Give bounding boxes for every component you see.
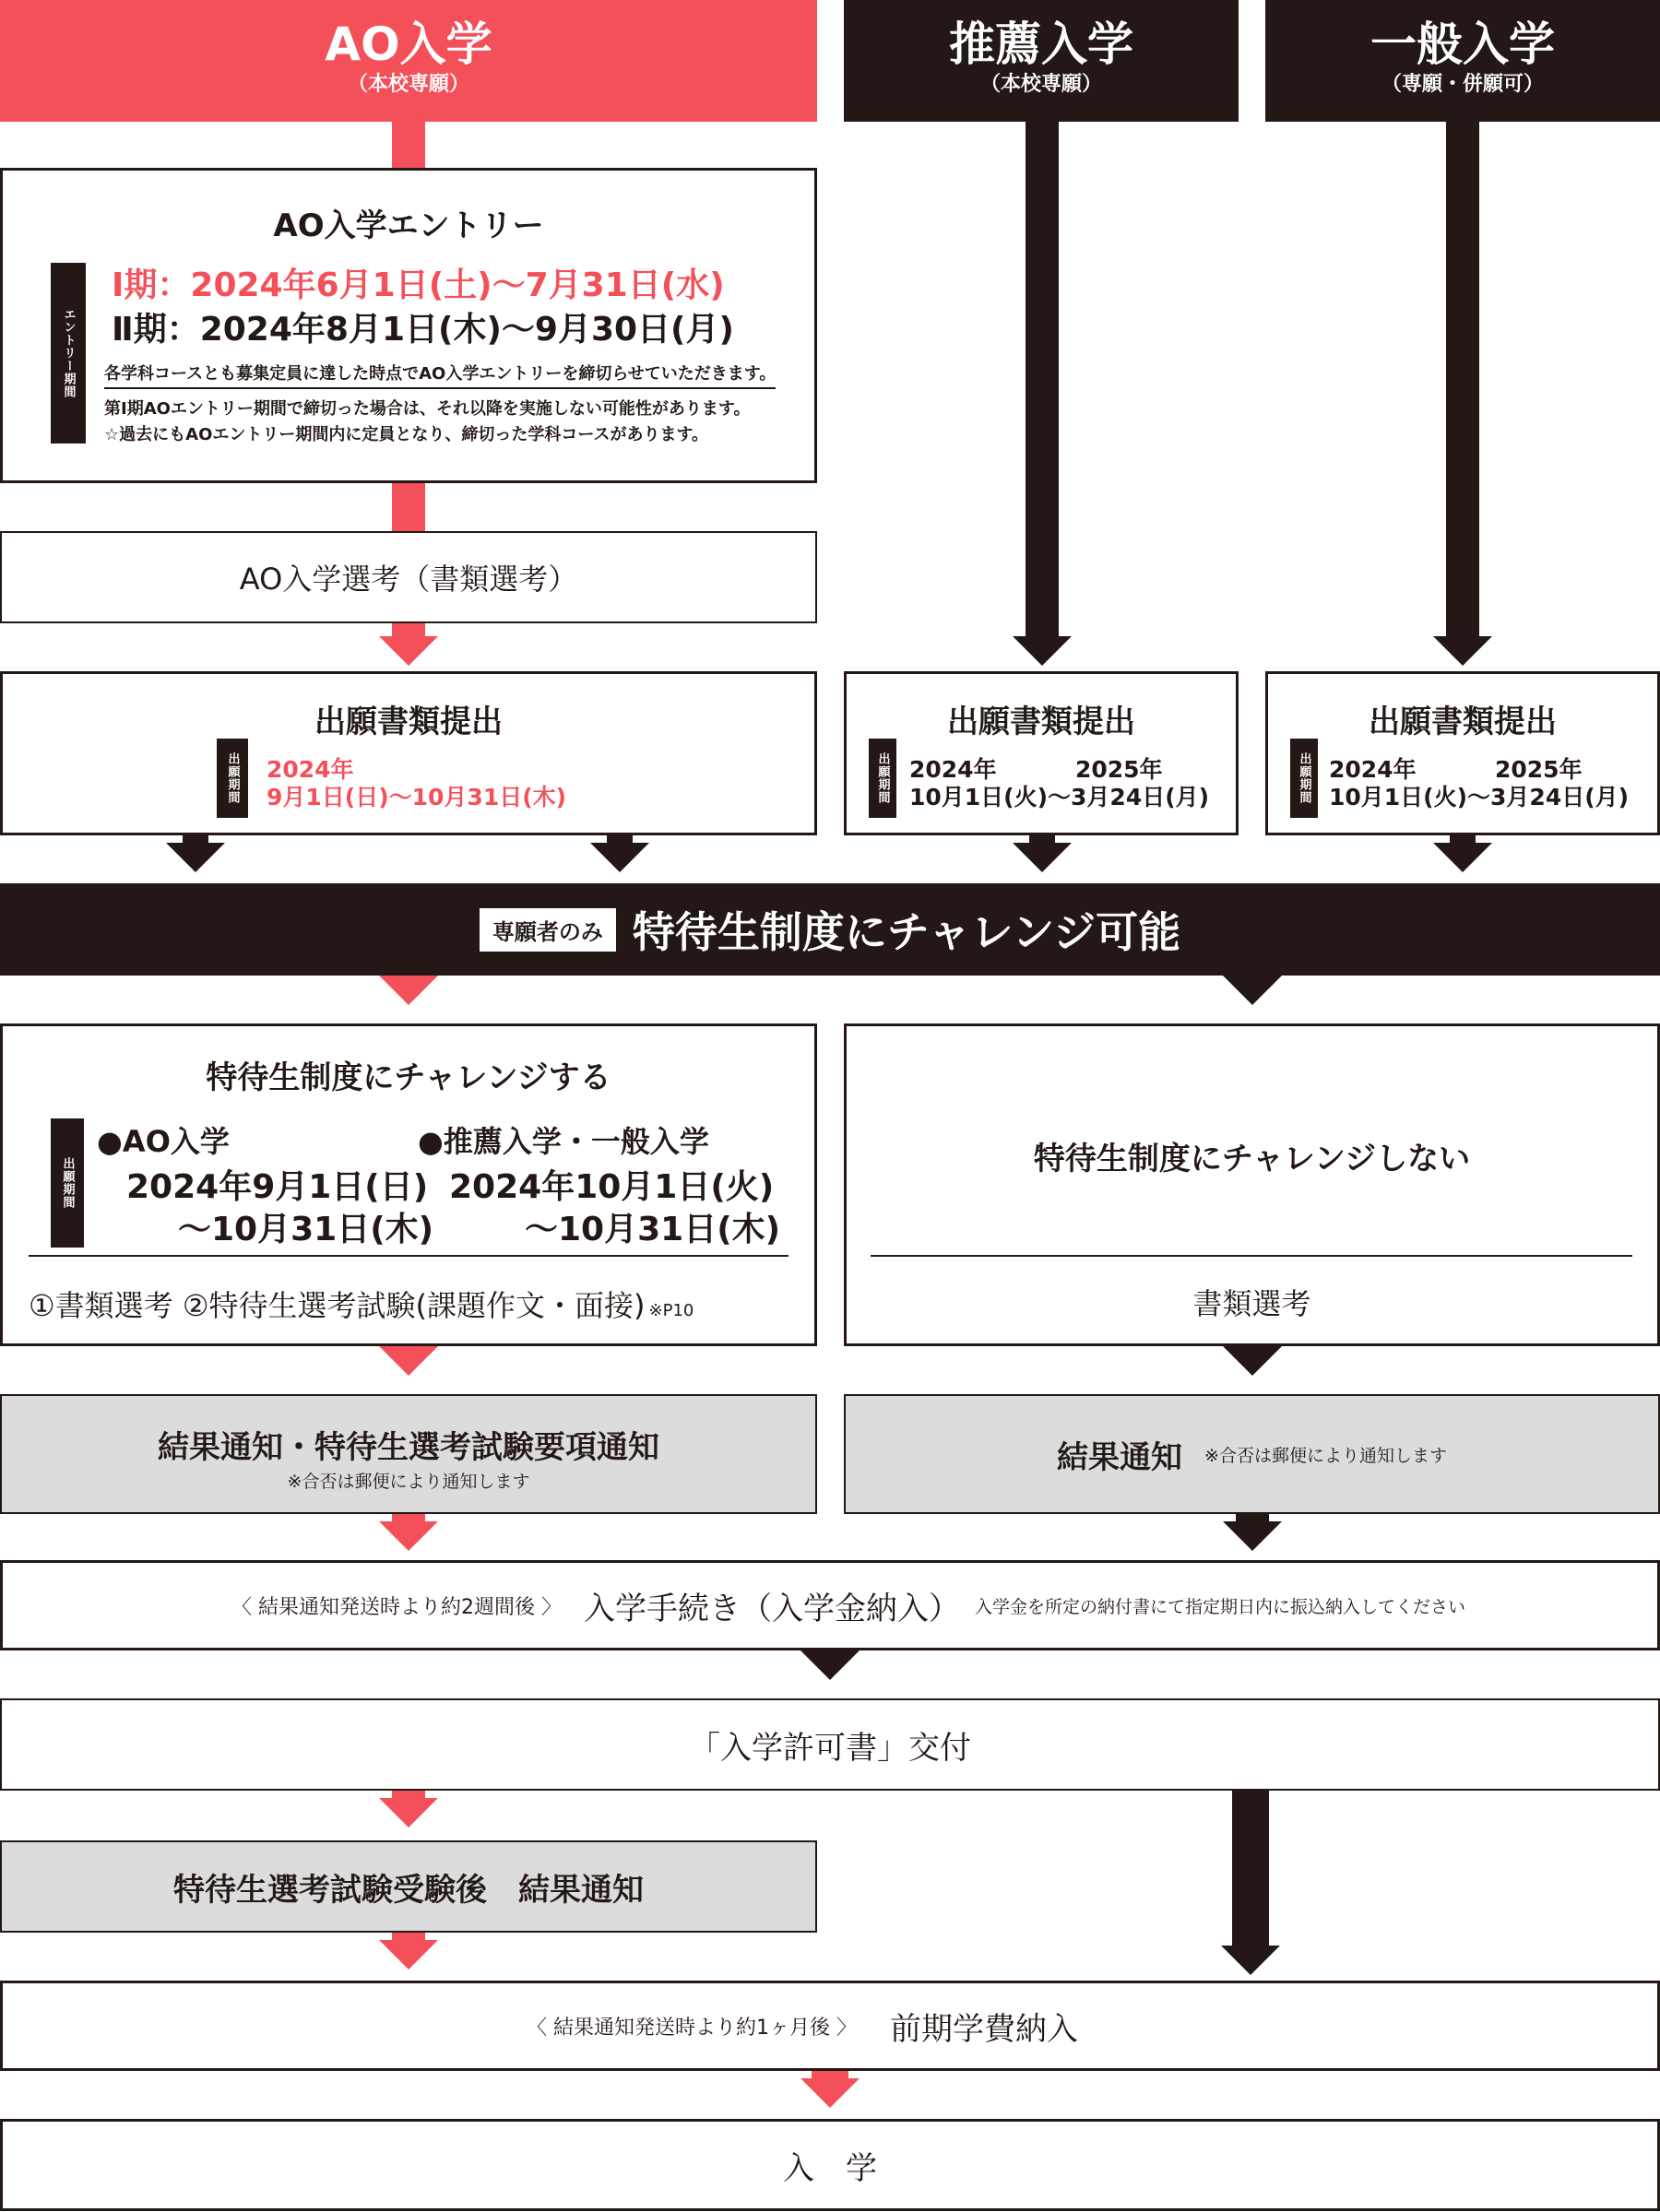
arrow-sub-2 — [590, 843, 649, 872]
tokutai-band-text: 特待生制度にチャレンジ可能 — [632, 907, 1181, 957]
submission-ippan-side: 出願期間 — [1290, 739, 1318, 818]
arrow-no-challenge — [1223, 1346, 1282, 1376]
challenge-side-label: 出願期間 — [51, 1118, 84, 1248]
connector-ippan-long — [1446, 122, 1479, 638]
challenge-exam-note: ※P10 — [648, 1301, 694, 1320]
header-ao — [0, 0, 817, 122]
submission-suisen — [844, 671, 1239, 835]
challenge-other-line2: ～10月31日(木) — [525, 1211, 781, 1248]
header-suisen — [844, 0, 1239, 122]
entry-side-label: エントリー期間 — [51, 263, 86, 444]
no-challenge-exam: 書類選考 — [1192, 1286, 1311, 1321]
no-challenge-box — [844, 1023, 1660, 1346]
arrow-tuition — [800, 2078, 860, 2108]
entry-note2: ☆過去にもAOエントリー期間内に定員となり、締切った学科コースがあります。 — [104, 425, 709, 444]
result-left-title: 結果通知・特待生選考試験要項通知 — [158, 1429, 659, 1466]
connector-permit-right — [1232, 1791, 1269, 1947]
arrow-challenge — [379, 1346, 438, 1376]
submission-suisen-side: 出願期間 — [869, 739, 896, 818]
tuition-pre: 〈 結果通知発送時より約1ヶ月後 〉 — [527, 2016, 857, 2040]
submission-suisen-year2: 2025年 — [1075, 756, 1163, 783]
connector-ao-1 — [392, 122, 425, 168]
arrow-suisen-long — [1013, 636, 1072, 666]
challenge-exam-line — [29, 1283, 694, 1325]
procedure-title: 入学手続き（入学金納入） — [583, 1590, 960, 1627]
tokutai-band — [0, 883, 1660, 976]
submission-ippan-year1: 2024年 — [1329, 756, 1417, 783]
submission-ippan-year2: 2025年 — [1495, 756, 1583, 783]
enroll-box — [0, 2119, 1660, 2211]
challenge-ao-line1: 2024年9月1日(日) — [126, 1168, 429, 1206]
entry-box — [0, 168, 817, 483]
entry-period2: Ⅱ期：2024年8月1日(木)～9月30日(月) — [112, 311, 734, 349]
permit-text: 「入学許可書」交付 — [689, 1729, 971, 1767]
submission-ao-year: 2024年 — [267, 756, 354, 783]
entry-title: AO入学エントリー — [273, 207, 544, 244]
tokutai-result-text: 特待生選考試験受験後 結果通知 — [173, 1871, 644, 1909]
procedure-box — [0, 1560, 1660, 1650]
arrow-result-right — [1223, 1521, 1282, 1551]
entry-period1: Ⅰ期：2024年6月1日(土)～7月31日(水) — [112, 266, 725, 304]
procedure-note: 入学金を所定の納付書にて指定期日内に振込納入してください — [974, 1596, 1465, 1617]
arrow-band-right — [1223, 976, 1282, 1005]
ao-selection-box — [0, 531, 817, 623]
connector-suisen-long — [1026, 122, 1059, 638]
entry-note1: 第Ⅰ期AOエントリー期間で締切った場合は、それ以降を実施しない可能性があります。 — [104, 399, 751, 419]
challenge-divider — [29, 1255, 788, 1257]
challenge-ao-head: ●AO入学 — [97, 1124, 230, 1159]
challenge-other-head: ●推薦入学・一般入学 — [418, 1124, 709, 1159]
header-ippan-title: 一般入学 — [1370, 18, 1555, 71]
submission-ippan — [1265, 671, 1660, 835]
arrow-ippan-long — [1433, 636, 1492, 666]
arrow-sub-4 — [1433, 843, 1492, 872]
arrow-ao-3 — [379, 636, 438, 666]
challenge-ao-line2: ～10月31日(木) — [178, 1211, 434, 1248]
tuition-box — [0, 1981, 1660, 2071]
challenge-box — [0, 1023, 817, 1346]
header-suisen-sub: （本校専願） — [979, 73, 1102, 96]
tokutai-result-box — [0, 1840, 817, 1933]
header-ao-title: AO入学 — [325, 18, 492, 71]
arrow-permit-left — [379, 1798, 438, 1828]
arrow-band-left — [379, 976, 438, 1005]
submission-ao-title: 出願書類提出 — [314, 704, 503, 740]
challenge-exam: ①書類選考 ②特待生選考試験(課題作文・面接) — [29, 1288, 646, 1323]
submission-ao-dates: 9月1日(日)～10月31日(木) — [267, 784, 567, 810]
tuition-title: 前期学費納入 — [890, 2010, 1078, 2048]
no-challenge-divider — [871, 1255, 1632, 1257]
permit-box — [0, 1698, 1660, 1791]
arrow-procedure — [800, 1650, 860, 1680]
challenge-other-line1: 2024年10月1日(火) — [449, 1168, 775, 1206]
result-left-box — [0, 1394, 817, 1514]
submission-ippan-title: 出願書類提出 — [1369, 704, 1557, 740]
header-suisen-title: 推薦入学 — [949, 18, 1133, 71]
result-right-box — [844, 1394, 1660, 1514]
header-ao-sub: （本校専願） — [347, 73, 469, 96]
submission-suisen-year1: 2024年 — [909, 756, 997, 783]
header-ippan-sub: （専願・併願可） — [1381, 73, 1544, 96]
arrow-permit-right — [1221, 1946, 1280, 1975]
result-right-title: 結果通知 — [1057, 1438, 1183, 1476]
challenge-title: 特待生制度にチャレンジする — [206, 1059, 611, 1096]
submission-ao-side: 出願期間 — [217, 739, 248, 818]
arrow-sub-3 — [1013, 843, 1072, 872]
arrow-result-left — [379, 1521, 438, 1551]
header-ippan — [1265, 0, 1660, 122]
procedure-pre: 〈 結果通知発送時より約2週間後 〉 — [231, 1595, 562, 1619]
enroll-text: 入 学 — [783, 2149, 877, 2187]
no-challenge-title: 特待生制度にチャレンジしない — [1033, 1141, 1471, 1177]
entry-note-bold: 各学科コースとも募集定員に達した時点でAO入学エントリーを締切らせていただきます。 — [104, 361, 776, 389]
result-left-note: ※合否は郵便により通知します — [287, 1472, 530, 1492]
ao-selection-text: AO入学選考（書類選考） — [239, 562, 578, 597]
tokutai-badge: 専願者のみ — [480, 908, 616, 952]
submission-suisen-dates: 10月1日(火)～3月24日(月) — [909, 784, 1210, 810]
arrow-sub-1 — [166, 843, 225, 872]
submission-ao — [0, 671, 817, 835]
submission-ippan-dates: 10月1日(火)～3月24日(月) — [1329, 784, 1630, 810]
arrow-tokutai-result — [379, 1940, 438, 1970]
result-right-note: ※合否は郵便により通知します — [1204, 1445, 1447, 1466]
connector-ao-2 — [392, 483, 425, 531]
submission-suisen-title: 出願書類提出 — [947, 704, 1135, 740]
